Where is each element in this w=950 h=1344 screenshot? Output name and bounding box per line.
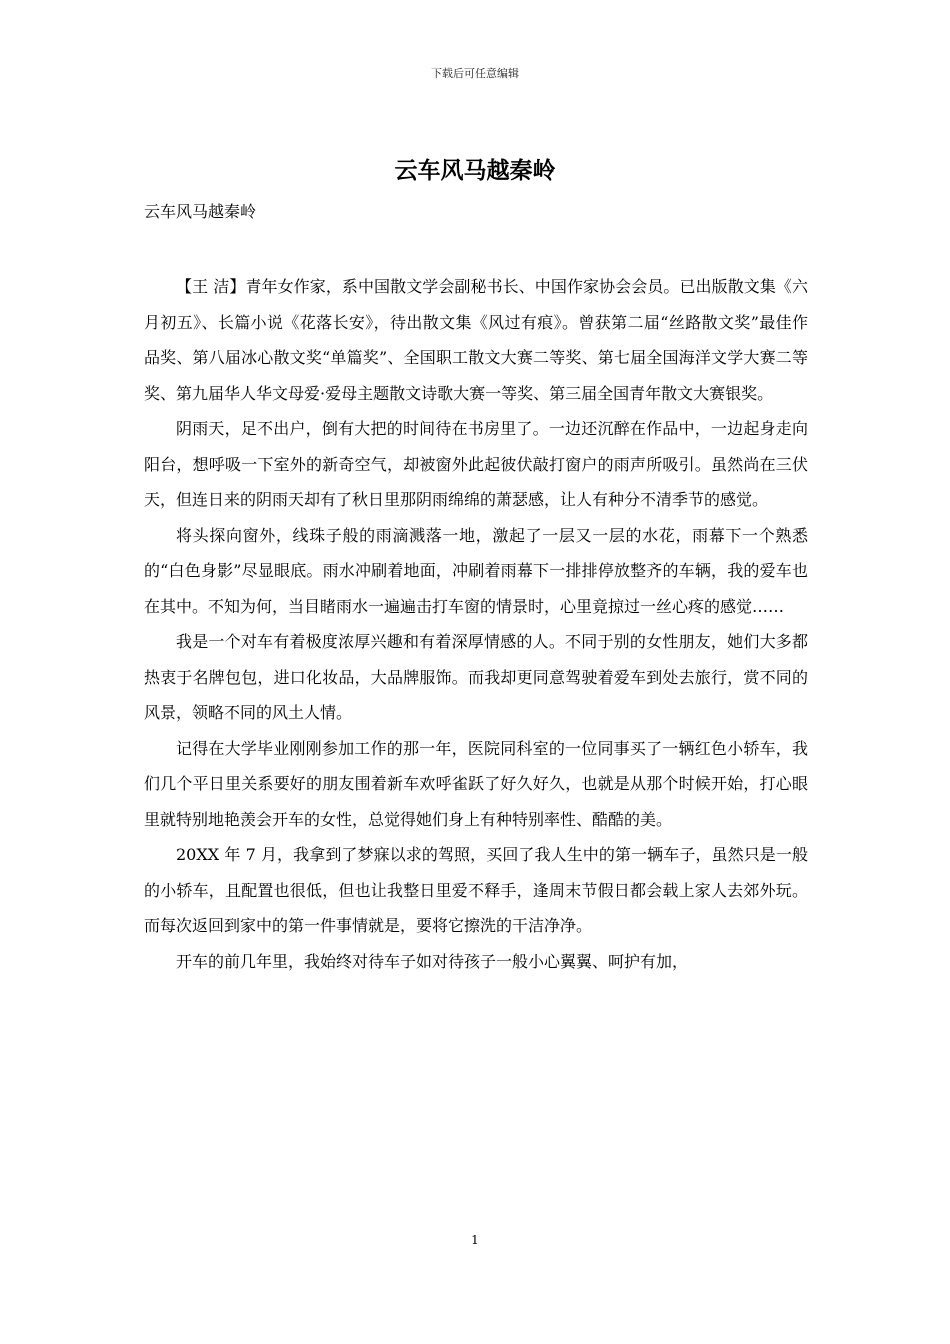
paragraph-college-memory: 记得在大学毕业刚刚参加工作的那一年，医院同科室的一位同事买了一辆红色小轿车，我们几个平日里关系要好的朋友围着新车欢呼雀跃了好久好久，也就是从那个时候开始，打心眼里就特别地艳羡会开车的女性，总觉得她们身上有种特别率性、酷酷的美。 xyxy=(144,738,808,829)
paragraph-window-view: 将头探向窗外，线珠子般的雨滴溅落一地，激起了一层又一层的水花，雨幕下一个熟悉的“白色身影”尽显眼底。雨水冲刷着地面，冲刷着雨幕下一排排停放整齐的车辆，我的爱车也在其中。不知为何，当目睹雨水一遍遍击打车窗的情景时，心里竟掠过一丝心疼的感觉…… xyxy=(144,525,808,616)
page-header-note: 下载后可任意编辑 xyxy=(431,67,519,80)
page-number: 1 xyxy=(471,1233,479,1247)
document-subtitle: 云车风马越秦岭 xyxy=(144,202,257,221)
paragraph-rainy-day: 阴雨天，足不出户，倒有大把的时间待在书房里了。一边还沉醉在作品中，一边起身走向阳台，想呼吸一下室外的新奇空气，却被窗外此起彼伏敲打窗户的雨声所吸引。虽然尚在三伏天，但连日来的阴雨天却有了秋日里那阴雨绵绵的萧瑟感，让人有种分不清季节的感觉。 xyxy=(144,419,808,509)
paragraph-first-car: 20XX 年 7 月，我拿到了梦寐以求的驾照，买回了我人生中的第一辆车子，虽然只是一般的小轿车，且配置也很低，但也让我整日里爱不释手，逢周末节假日都会载上家人去郊外玩。而每次返回到家中的第一件事情就是，要将它擦洗的干洁净净。 xyxy=(144,845,808,935)
paragraph-author-bio: 【王 洁】青年女作家，系中国散文学会副秘书长、中国作家协会会员。已出版散文集《六月初五》、长篇小说《花落长安》，待出散文集《风过有痕》。曾获第二届“丝路散文奖”最佳作品奖、第八届冰心散文奖“单篇奖”、全国职工散文大赛二等奖、第七届全国海洋文学大赛二等奖、第九届华人华文母爱·爱母主题散文诗歌大赛一等奖、第三届全国青年散文大赛银奖。 xyxy=(144,277,808,403)
document-body xyxy=(144,269,808,979)
paragraph-early-years: 开车的前几年里，我始终对待车子如对待孩子一般小心翼翼、呵护有加， xyxy=(176,951,689,971)
paragraph-car-interest: 我是一个对车有着极度浓厚兴趣和有着深厚情感的人。不同于别的女性朋友，她们大多都热衷于名牌包包，进口化妆品，大品牌服饰。而我却更同意驾驶着爱车到处去旅行，赏不同的风景，领略不同的风土人情。 xyxy=(144,632,808,722)
document-title: 云车风马越秦岭 xyxy=(394,157,556,184)
